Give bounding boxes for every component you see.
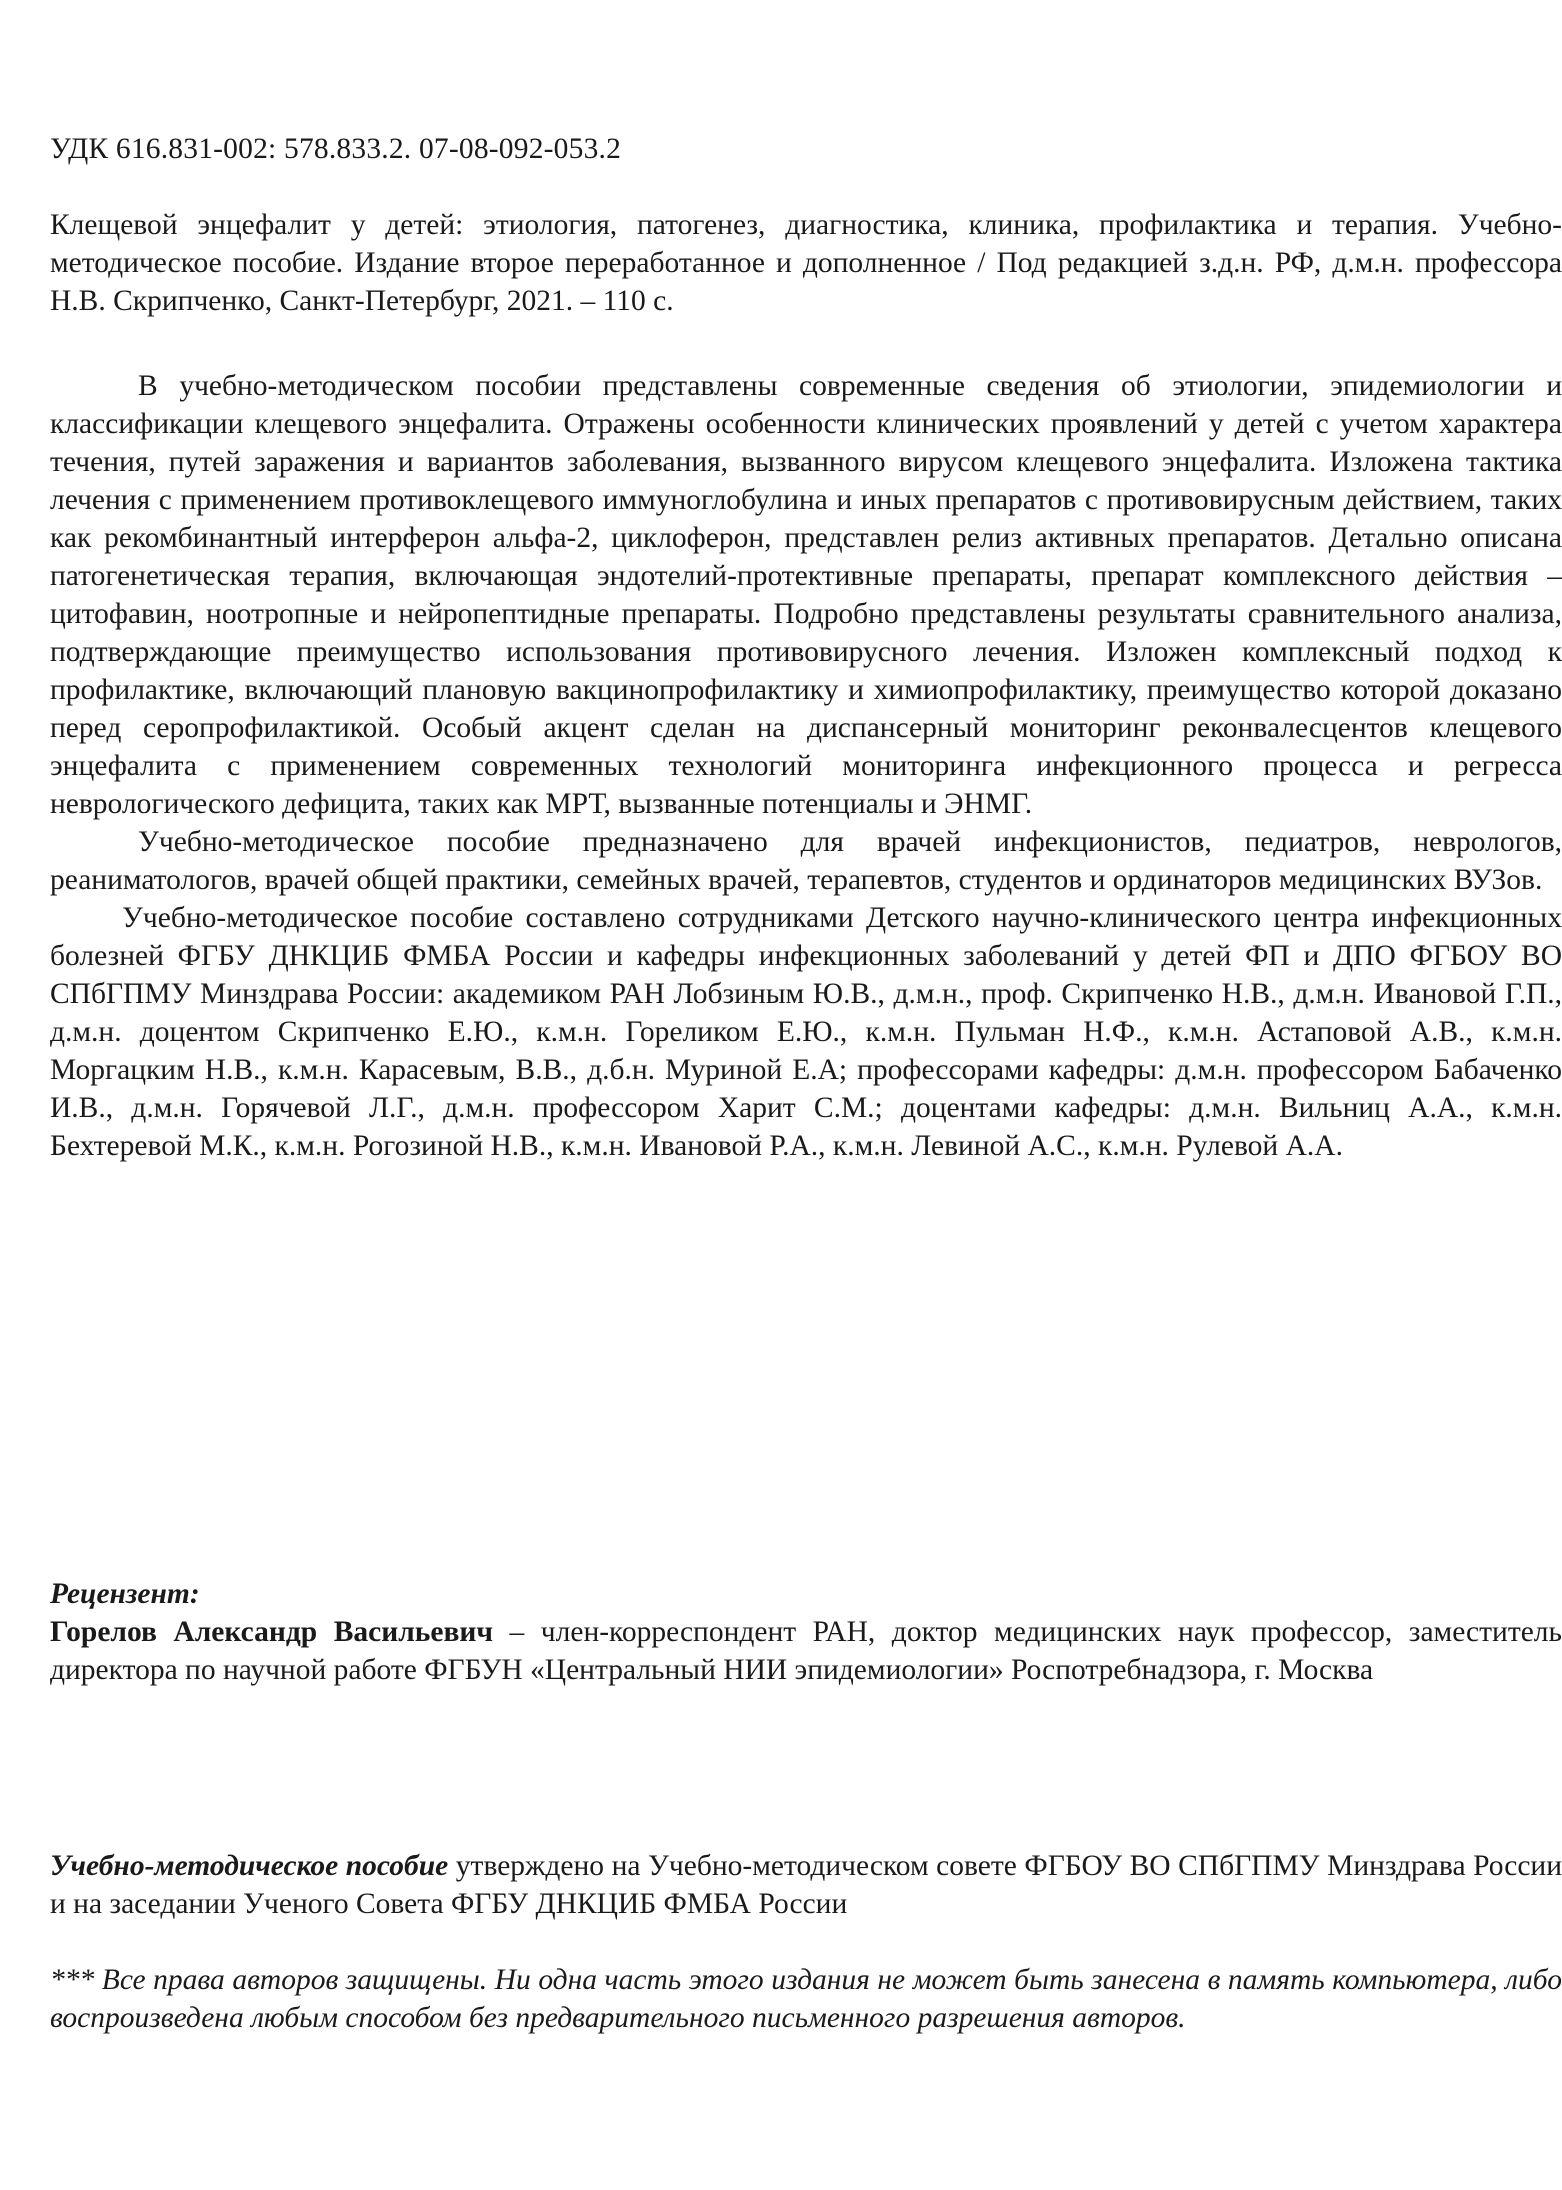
reviewer-name: Горелов Александр Васильевич — [50, 1616, 494, 1648]
udk-code: УДК 616.831-002: 578.833.2. 07-08-092-053.2 — [50, 133, 622, 165]
abstract — [50, 367, 1562, 1165]
approval-lead: Учебно-методическое пособие — [50, 1850, 449, 1882]
abstract-paragraph-2: Учебно-методическое пособие предназначено для врачей инфекционистов, педиатров, неврологов, реаниматологов, врачей общей практики, семейных врачей, терапевтов, студентов и ординаторов медицинских ВУЗов. — [50, 826, 1562, 896]
reviewer-text — [50, 1613, 1562, 1689]
bibliographic-description: Клещевой энцефалит у детей: этиология, патогенез, диагностика, клиника, профилактика и терапия. Учебно-методическое пособие. Издание второе переработанное и дополненное / Под редакцией з.д.н. РФ, д.м.н. профессора Н.В. Скрипченко, Санкт-Петербург, 2021. – 110 с. — [50, 209, 1562, 317]
reviewer-block — [50, 1575, 1562, 1689]
copyright-notice: *** Все права авторов защищены. Ни одна часть этого издания не может быть занесена в память компьютера, либо воспроизведена любым способом без предварительного письменного разрешения авторов. — [50, 1964, 1562, 2034]
reviewer-details: – член-корреспондент РАН, доктор медицинских наук профессор, заместитель директора по научной работе ФГБУН «Центральный НИИ эпидемиологии» Роспотребнадзора, г. Москва — [50, 1616, 1562, 1686]
reviewer-heading: Рецензент: — [50, 1578, 200, 1610]
abstract-paragraph-1: В учебно-методическом пособии представлены современные сведения об этиологии, эпидемиологии и классификации клещевого энцефалита. Отражены особенности клинических проявлений у детей с учетом характера течения, путей заражения и вариантов заболевания, вызванного вирусом клещевого энцефалита. Изложена тактика лечения с применением противоклещевого иммуноглобулина и иных препаратов с противовирусным действием, таких как рекомбинантный интерферон альфа-2, циклоферон, представлен релиз активных препаратов. Детально описана патогенетическая терапия, включающая эндотелий-протективные препараты, препарат комплексного действия – цитофавин, ноотропные и нейропептидные препараты. Подробно представлены результаты сравнительного анализа, подтверждающие преимущество использования противовирусного лечения. Изложен комплексный подход к профилактике, включающий плановую вакцинопрофилактику и химиопрофилактику, преимущество которой доказано перед серопрофилактикой. Особый акцент сделан на диспансерный мониторинг реконвалесцентов клещевого энцефалита с применением современных технологий мониторинга инфекционного процесса и регресса неврологического дефицита, таких как МРТ, вызванные потенциалы и ЭНМГ. — [50, 370, 1562, 820]
approval-text: утверждено на Учебно-методическом совете ФГБОУ ВО СПбГПМУ Минздрава России и на заседании Ученого Совета ФГБУ ДНКЦИБ ФМБА России — [50, 1850, 1562, 1920]
approval-note — [50, 1847, 1562, 1923]
document-page — [50, 0, 1562, 2190]
abstract-paragraph-3: Учебно-методическое пособие составлено сотрудниками Детского научно-клинического центра инфекционных болезней ФГБУ ДНКЦИБ ФМБА России и кафедры инфекционных заболеваний у детей ФП и ДПО ФГБОУ ВО СПбГПМУ Минздрава России: академиком РАН Лобзиным Ю.В., д.м.н., проф. Скрипченко Н.В., д.м.н. Ивановой Г.П., д.м.н. доцентом Скрипченко Е.Ю., к.м.н. Гореликом Е.Ю., к.м.н. Пульман Н.Ф., к.м.н. Астаповой А.В., к.м.н. Моргацким Н.В., к.м.н. Карасевым, В.В., д.б.н. Муриной Е.А; профессорами кафедры: д.м.н. профессором Бабаченко И.В., д.м.н. Горячевой Л.Г., д.м.н. профессором Харит С.М.; доцентами кафедры: д.м.н. Вильниц А.А., к.м.н. Бехтеревой М.К., к.м.н. Рогозиной Н.В., к.м.н. Ивановой Р.А., к.м.н. Левиной А.С., к.м.н. Рулевой А.А. — [50, 902, 1562, 1162]
